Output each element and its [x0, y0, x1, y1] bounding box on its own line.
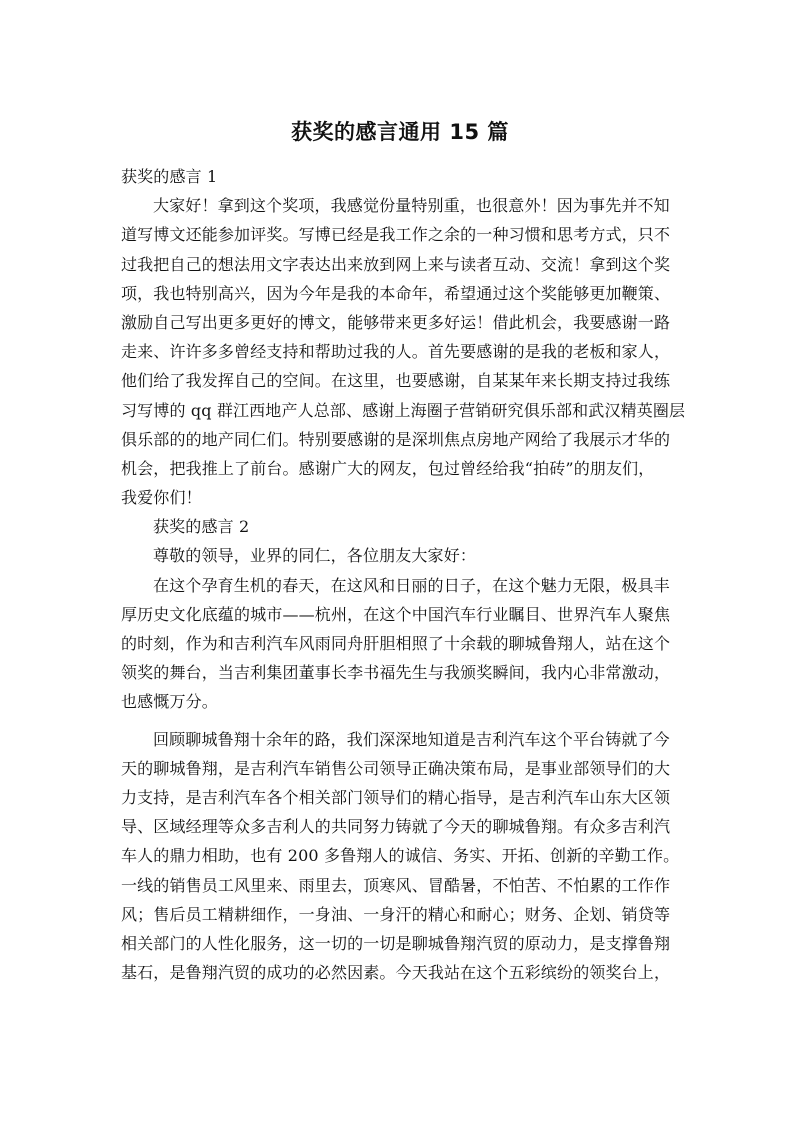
document-body [121, 162, 686, 987]
text-line: 在这个孕育生机的春天，在这风和日丽的日子，在这个魅力无限，极具丰 [153, 575, 670, 595]
text-line: 机会，把我推上了前台。感谢广大的网友，包过曾经给我“拍砖”的朋友们， [121, 458, 655, 478]
document-title: 获奖的感言通用 15 篇 [291, 120, 509, 144]
text-line: 激励自己写出更多更好的博文，能够带来更多好运！借此机会，我要感谢一路 [121, 312, 671, 332]
text-line: 俱乐部的的地产同仁们。特别要感谢的是深圳焦点房地产网给了我展示才华的 [121, 429, 671, 449]
text-line: 厚历史文化底蕴的城市——杭州，在这个中国汽车行业瞩目、世界汽车人聚焦 [121, 604, 671, 624]
text-line: 的时刻，作为和吉利汽车风雨同舟肝胆相照了十余载的聊城鲁翔人，站在这个 [121, 634, 671, 653]
text-line: 过我把自己的想法用文字表达出来放到网上来与读者互动、交流！拿到这个奖 [121, 254, 671, 274]
text-line: 回顾聊城鲁翔十余年的路，我们深深地知道是吉利汽车这个平台铸就了今 [153, 729, 670, 749]
text-line: 获奖的感言 2 [153, 517, 250, 537]
text-line: 车人的鼎力相助，也有 200 多鲁翔人的诚信、务实、开拓、创新的辛勤工作。 [121, 846, 680, 866]
text-line: 习写博的 qq 群江西地产人总部、感谢上海圈子营销研究俱乐部和武汉精英圈层 [121, 400, 686, 420]
text-line: 力支持，是吉利汽车各个相关部门领导们的精心指导，是吉利汽车山东大区领 [121, 787, 671, 807]
text-line: 相关部门的人性化服务，这一切的一切是聊城鲁翔汽贸的原动力，是支撑鲁翔 [121, 933, 671, 953]
text-line: 也感慨万分。 [121, 692, 218, 712]
text-line: 我爱你们！ [121, 488, 202, 508]
text-line: 天的聊城鲁翔，是吉利汽车销售公司领导正确决策布局，是事业部领导们的大 [121, 758, 671, 778]
text-line: 他们给了我发挥自己的空间。在这里，也要感谢，自某某年来长期支持过我练 [121, 371, 671, 391]
text-line: 大家好！拿到这个奖项，我感觉份量特别重，也很意外！因为事先并不知 [153, 196, 670, 216]
text-line: 项，我也特别高兴，因为今年是我的本命年，希望通过这个奖能够更加鞭策、 [121, 283, 671, 303]
text-line: 尊敬的领导，业界的同仁，各位朋友大家好： [153, 546, 477, 566]
text-line: 导、区域经理等众多吉利人的共同努力铸就了今天的聊城鲁翔。有众多吉利汽 [121, 817, 671, 837]
text-line: 基石，是鲁翔汽贸的成功的必然因素。今天我站在这个五彩缤纷的领奖台上， [121, 963, 671, 983]
text-line: 一线的销售员工风里来、雨里去，顶寒风、冒酷暑，不怕苦、不怕累的工作作 [121, 875, 671, 895]
text-line: 领奖的舞台，当吉利集团董事长李书福先生与我颁奖瞬间，我内心非常激动， [121, 663, 671, 683]
text-line: 走来、许许多多曾经支持和帮助过我的人。首先要感谢的是我的老板和家人， [121, 342, 671, 362]
text-line: 风；售后员工精耕细作，一身油、一身汗的精心和耐心；财务、企划、销贷等 [121, 904, 671, 924]
text-line: 获奖的感言 1 [121, 167, 218, 186]
text-line: 道写博文还能参加评奖。写博已经是我工作之余的一种习惯和思考方式，只不 [121, 225, 671, 245]
